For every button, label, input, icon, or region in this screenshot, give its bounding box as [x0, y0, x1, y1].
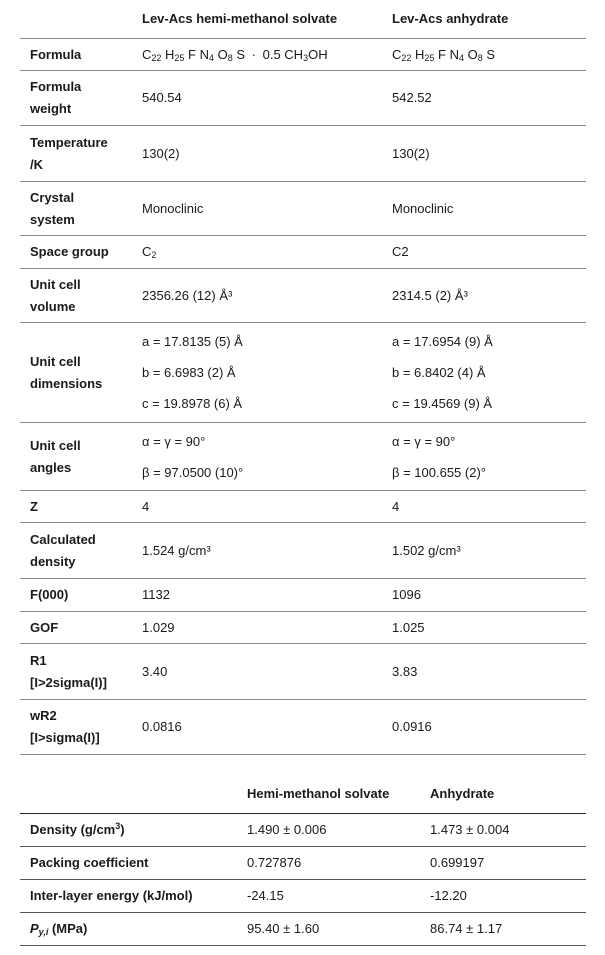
row-formula	[20, 39, 586, 71]
row-f000	[20, 579, 586, 612]
label-space-group: Space group	[20, 236, 142, 269]
row-space-group	[20, 236, 586, 269]
row-wr2	[20, 700, 586, 755]
r1-anhydrate: 3.83	[392, 644, 586, 700]
label-packing-coefficient: Packing coefficient	[20, 847, 235, 880]
energy-anhydrate: -12.20	[422, 880, 586, 913]
label-r1: R1 [I>2sigma(I)]	[20, 644, 142, 700]
packing-solvate: 0.727876	[235, 847, 422, 880]
table1-header-blank	[20, 0, 142, 39]
space-solvate: $C_2$	[142, 236, 392, 269]
row-formula-weight	[20, 71, 586, 126]
angle-anhydrate-alpha: α = γ = 90°	[392, 433, 456, 449]
space-anhydrate: C2	[392, 236, 586, 269]
temperature-anhydrate: 130(2)	[392, 126, 586, 182]
table2-header-anhydrate: Anhydrate	[422, 775, 586, 814]
formula-anhydrate: $C_{22}$ $H_{25}$ F $N_4$ $O_8$ S	[392, 39, 586, 71]
dim-anhydrate-a: a = 17.6954 (9) Å	[392, 334, 493, 349]
density2-anhydrate: 1.473 ± 0.004	[422, 814, 586, 847]
density2-solvate: 1.490 ± 0.006	[235, 814, 422, 847]
label-f000: F(000)	[20, 579, 142, 612]
volume-anhydrate: 2314.5 (2) Å³	[392, 269, 586, 323]
row-gof	[20, 612, 586, 644]
table1-header-solvate: Lev-Acs hemi-methanol solvate	[142, 0, 392, 39]
table2-header-row	[20, 775, 586, 814]
dim-anhydrate-b: b = 6.8402 (4) Å	[392, 365, 486, 380]
energy-solvate: -24.15	[235, 880, 422, 913]
gof-anhydrate: 1.025	[392, 612, 586, 644]
wr2-solvate: 0.0816	[142, 700, 392, 755]
label-gof: GOF	[20, 612, 142, 644]
density-solvate: 1.524 g/cm³	[142, 523, 392, 579]
properties-table	[20, 775, 586, 946]
label-calculated-density: Calculated density	[20, 523, 142, 579]
z-anhydrate: 4	[392, 491, 586, 523]
label-wr2: wR2 [I>sigma(I)]	[20, 700, 142, 755]
row-calculated-density	[20, 523, 586, 579]
row-inter-layer-energy	[20, 880, 586, 913]
row-crystal-system	[20, 182, 586, 236]
label-z: Z	[20, 491, 142, 523]
crystal-solvate: Monoclinic	[142, 182, 392, 236]
angle-solvate-alpha: α = γ = 90°	[142, 433, 206, 449]
angles-solvate	[142, 423, 392, 491]
dim-solvate-b: b = 6.6983 (2) Å	[142, 365, 236, 380]
temperature-solvate: 130(2)	[142, 126, 392, 182]
label-inter-layer-energy: Inter-layer energy (kJ/mol)	[20, 880, 235, 913]
table1-header-anhydrate: Lev-Acs anhydrate	[392, 0, 586, 39]
row-z	[20, 491, 586, 523]
r1-solvate: 3.40	[142, 644, 392, 700]
crystal-anhydrate: Monoclinic	[392, 182, 586, 236]
dimensions-anhydrate	[392, 323, 586, 423]
row-temperature	[20, 126, 586, 182]
label-py: $P_{y,i}$ (MPa)	[20, 913, 235, 946]
row-unit-cell-dimensions	[20, 323, 586, 423]
row-unit-cell-volume	[20, 269, 586, 323]
dim-anhydrate-c: c = 19.4569 (9) Å	[392, 396, 493, 411]
formula-solvate: $C_{22}$ $H_{25}$ F $N_4$ $O_8$ S · 0.5 $CH_3OH$	[142, 39, 392, 71]
table2-header-solvate: Hemi-methanol solvate	[235, 775, 422, 814]
label-temperature: Temperature /K	[20, 126, 142, 182]
packing-anhydrate: 0.699197	[422, 847, 586, 880]
f000-anhydrate: 1096	[392, 579, 586, 612]
py-anhydrate: 86.74 ± 1.17	[422, 913, 586, 946]
row-unit-cell-angles	[20, 423, 586, 491]
py-solvate: 95.40 ± 1.60	[235, 913, 422, 946]
row-packing-coefficient	[20, 847, 586, 880]
label-unit-cell-volume: Unit cell volume	[20, 269, 142, 323]
row-py	[20, 913, 586, 946]
dimensions-solvate	[142, 323, 392, 423]
f000-solvate: 1132	[142, 579, 392, 612]
label-formula: Formula	[20, 39, 142, 71]
table1-header-row	[20, 0, 586, 39]
label-unit-cell-dimensions: Unit cell dimensions	[20, 323, 142, 423]
row-density-gcm3	[20, 814, 586, 847]
weight-solvate: 540.54	[142, 71, 392, 126]
table2-header-blank	[20, 775, 235, 814]
angle-solvate-beta: β = 97.0500 (10)°	[142, 464, 244, 480]
label-formula-weight: Formula weight	[20, 71, 142, 126]
volume-solvate: 2356.26 (12) Å³	[142, 269, 392, 323]
row-r1	[20, 644, 586, 700]
z-solvate: 4	[142, 491, 392, 523]
angles-anhydrate	[392, 423, 586, 491]
crystal-data-table	[20, 0, 586, 755]
label-density-gcm3: Density $(g/cm^3)$	[20, 814, 235, 847]
label-crystal-system: Crystal system	[20, 182, 142, 236]
label-unit-cell-angles: Unit cell angles	[20, 423, 142, 491]
angle-anhydrate-beta: β = 100.655 (2)°	[392, 464, 486, 480]
dim-solvate-a: a = 17.8135 (5) Å	[142, 334, 243, 349]
dim-solvate-c: c = 19.8978 (6) Å	[142, 396, 243, 411]
density-anhydrate: 1.502 g/cm³	[392, 523, 586, 579]
weight-anhydrate: 542.52	[392, 71, 586, 126]
wr2-anhydrate: 0.0916	[392, 700, 586, 755]
gof-solvate: 1.029	[142, 612, 392, 644]
